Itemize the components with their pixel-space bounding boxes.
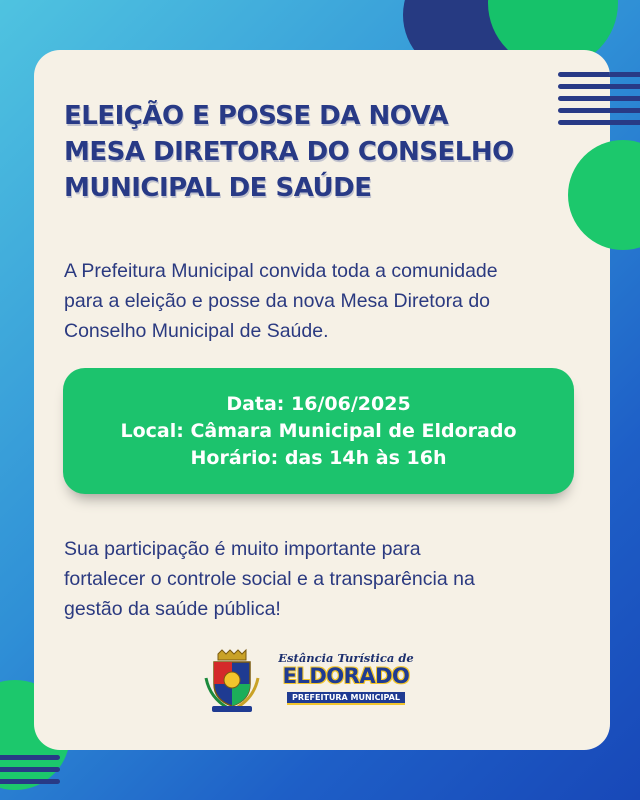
- footer-logos: [204, 648, 444, 718]
- event-place: Local: Câmara Municipal de Eldorado: [120, 419, 517, 442]
- intro-line: Conselho Municipal de Saúde.: [64, 320, 329, 342]
- brand-name-text: ELDORADO: [282, 664, 410, 688]
- title-line: MUNICIPAL DE SAÚDE: [64, 173, 372, 203]
- eldorado-brand-logo: [276, 648, 416, 714]
- page-title: [64, 98, 534, 206]
- event-info-box: [63, 368, 574, 494]
- title-line: ELEIÇÃO E POSSE DA NOVA: [64, 101, 449, 131]
- closing-line: fortalecer o controle social e a transparência na: [64, 568, 475, 590]
- brand-script-text: Estância Turística de: [278, 651, 414, 665]
- brand-subtitle-text: PREFEITURA MUNICIPAL: [287, 692, 405, 705]
- intro-line: A Prefeitura Municipal convida toda a comunidade: [64, 260, 498, 282]
- decorative-stripes-card: [558, 72, 610, 132]
- intro-line: para a eleição e posse da nova Mesa Diretora do: [64, 290, 491, 312]
- decorative-stripes-bottom-left: [0, 755, 60, 791]
- announcement-card: [34, 50, 610, 750]
- intro-paragraph: [64, 256, 584, 346]
- municipal-coat-of-arms-icon: [204, 648, 260, 714]
- closing-line: gestão da saúde pública!: [64, 598, 281, 620]
- title-line: MESA DIRETORA DO CONSELHO: [64, 137, 514, 167]
- decorative-green-circle-card: [568, 140, 610, 250]
- event-time: Horário: das 14h às 16h: [190, 446, 447, 469]
- event-date: Data: 16/06/2025: [226, 392, 411, 415]
- closing-paragraph: [64, 534, 584, 624]
- closing-line: Sua participação é muito importante para: [64, 538, 421, 560]
